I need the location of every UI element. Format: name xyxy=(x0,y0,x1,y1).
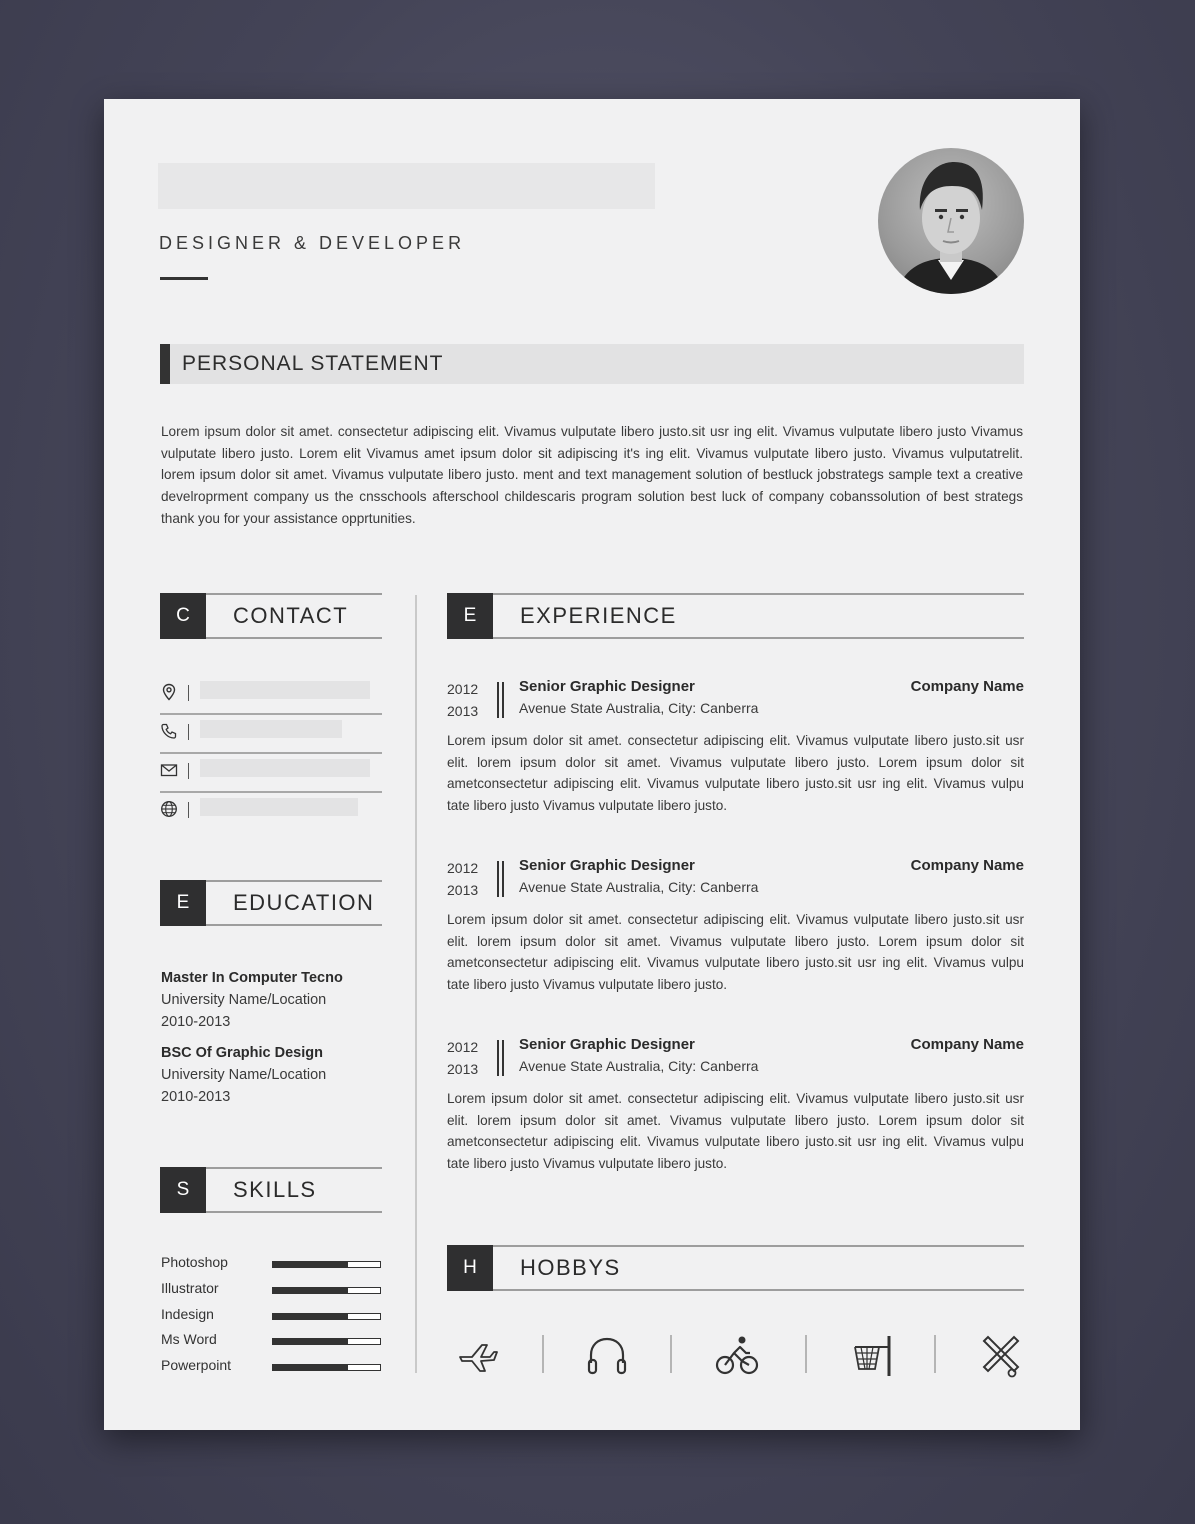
skill-row xyxy=(161,1254,383,1274)
experience-location: Avenue State Australia, City: Canberra xyxy=(519,1058,759,1074)
portrait-illustration xyxy=(878,148,1024,294)
skill-name: Powerpoint xyxy=(161,1357,232,1373)
hobbies-title: HOBBYS xyxy=(520,1255,621,1280)
skills-section-header xyxy=(160,1167,382,1213)
education-title: EDUCATION xyxy=(233,890,375,915)
education-degree: Master In Computer Tecno xyxy=(161,970,343,986)
skill-level-fill xyxy=(273,1339,348,1344)
skill-row xyxy=(161,1280,383,1300)
education-section-header xyxy=(160,880,382,926)
contact-email-row xyxy=(160,755,382,793)
contact-phone-row xyxy=(160,716,382,754)
skill-name: Illustrator xyxy=(161,1280,219,1296)
education-degree: BSC Of Graphic Design xyxy=(161,1045,323,1061)
experience-years xyxy=(447,1036,478,1080)
skills-letter-badge: S xyxy=(160,1167,206,1213)
experience-divider xyxy=(497,1040,504,1076)
experience-year-end: 2013 xyxy=(447,1061,479,1077)
education-entry xyxy=(161,967,401,1033)
experience-company: Company Name xyxy=(910,678,1024,695)
globe-icon xyxy=(160,800,178,818)
contact-email-value xyxy=(200,759,370,777)
skill-level-fill xyxy=(273,1365,348,1370)
skill-level-fill xyxy=(273,1262,348,1267)
cycling-icon xyxy=(714,1333,760,1379)
hobby-separator xyxy=(934,1335,936,1373)
experience-role: Senior Graphic Designer xyxy=(519,678,695,695)
experience-year-end: 2013 xyxy=(447,703,479,719)
personal-statement-text: Lorem ipsum dolor sit amet. consectetur adipiscing elit. Vivamus vulputate libero justo.sit usr ing elit. Vivamus vulputate libero justo Vivamus vulputate libero justo. Lorem elit Vivamus amet ipsum dolor sit adipiscing it's ing elit. Vivamus vulputate libero justo. Vivamus vulputatrelit. lorem ipsum dolor sit amet. Vivamus vulputate libero justo. ment and text management solution of bestluck jobstrategs sample text a creative develroprment company us the cnsschools afterschool childescaris program solution best luck of company cobanssolution of best strategs thank you for your assistance opprtunities. xyxy=(161,424,1023,526)
name-placeholder-bar xyxy=(158,163,655,209)
education-letter-badge: E xyxy=(160,880,206,926)
phone-icon xyxy=(160,722,178,740)
experience-location: Avenue State Australia, City: Canberra xyxy=(519,879,759,895)
job-title: DESIGNER & DEVELOPER xyxy=(159,233,466,253)
experience-year-start: 2012 xyxy=(447,860,479,876)
skill-level-bar xyxy=(272,1364,381,1371)
contact-title: CONTACT xyxy=(233,603,349,628)
experience-description: Lorem ipsum dolor sit amet. consectetur adipiscing elit. Vivamus vulputate libero justo.sit usr elit. lorem ipsum dolor sit amet. Vivamus vulputate libero justo. Lorem ipsum dolor sit ametconsectetur adipiscing elit. Vivamus vulputate libero justo.sit usr ing elit. Vivamus vulpu tate libero justo Vivamus vulputate libero justo. xyxy=(447,912,1024,993)
crossed-bats-icon xyxy=(978,1333,1024,1379)
hobbies-section-header xyxy=(447,1245,1024,1291)
airplane-icon xyxy=(454,1333,500,1379)
skill-name: Photoshop xyxy=(161,1254,228,1270)
profile-photo xyxy=(878,148,1024,294)
experience-letter-badge: E xyxy=(447,593,493,639)
contact-letter-badge: C xyxy=(160,593,206,639)
education-school: University Name/Location xyxy=(161,1067,327,1083)
experience-divider xyxy=(497,861,504,897)
skill-level-bar xyxy=(272,1313,381,1320)
personal-statement-header xyxy=(160,344,1024,384)
hobbies-letter-badge: H xyxy=(447,1245,493,1291)
education-years: 2010-2013 xyxy=(161,1089,231,1105)
skill-row xyxy=(161,1306,383,1326)
skill-level-bar xyxy=(272,1338,381,1345)
contact-website-value xyxy=(200,798,358,816)
skill-name: Indesign xyxy=(161,1306,214,1322)
resume-page xyxy=(104,99,1080,1430)
skills-title: SKILLS xyxy=(233,1177,317,1202)
education-school: University Name/Location xyxy=(161,992,327,1008)
experience-description: Lorem ipsum dolor sit amet. consectetur adipiscing elit. Vivamus vulputate libero justo.sit usr elit. lorem ipsum dolor sit amet. Vivamus vulputate libero justo. Lorem ipsum dolor sit ametconsectetur adipiscing elit. Vivamus vulputate libero justo.sit usr ing elit. Vivamus vulpu tate libero justo Vivamus vulputate libero justo. xyxy=(447,733,1024,814)
contact-website-row xyxy=(160,794,382,832)
experience-role: Senior Graphic Designer xyxy=(519,1036,695,1053)
education-entry xyxy=(161,1042,401,1108)
experience-company: Company Name xyxy=(910,857,1024,874)
hobby-separator xyxy=(805,1335,807,1373)
skill-level-fill xyxy=(273,1314,348,1319)
skill-name: Ms Word xyxy=(161,1331,217,1347)
experience-location: Avenue State Australia, City: Canberra xyxy=(519,700,759,716)
experience-years xyxy=(447,678,478,722)
skill-level-bar xyxy=(272,1261,381,1268)
hobby-separator xyxy=(542,1335,544,1373)
envelope-icon xyxy=(160,761,178,779)
contact-section-header xyxy=(160,593,382,639)
experience-title: EXPERIENCE xyxy=(520,603,677,628)
experience-year-end: 2013 xyxy=(447,882,479,898)
experience-description: Lorem ipsum dolor sit amet. consectetur adipiscing elit. Vivamus vulputate libero justo.sit usr elit. lorem ipsum dolor sit amet. Vivamus vulputate libero justo. Lorem ipsum dolor sit ametconsectetur adipiscing elit. Vivamus vulputate libero justo.sit usr ing elit. Vivamus vulpu tate libero justo Vivamus vulputate libero justo. xyxy=(447,1091,1024,1172)
headphones-icon xyxy=(584,1333,630,1379)
skill-level-fill xyxy=(273,1288,348,1293)
experience-divider xyxy=(497,682,504,718)
column-divider xyxy=(415,595,417,1373)
skill-row xyxy=(161,1357,383,1377)
skill-row xyxy=(161,1331,383,1351)
experience-company: Company Name xyxy=(910,1036,1024,1053)
personal-statement-title: PERSONAL STATEMENT xyxy=(182,352,444,375)
experience-years xyxy=(447,857,478,901)
experience-section-header xyxy=(447,593,1024,639)
skill-level-bar xyxy=(272,1287,381,1294)
experience-year-start: 2012 xyxy=(447,681,479,697)
header-accent-bar xyxy=(160,344,170,384)
location-pin-icon xyxy=(160,683,178,701)
basketball-hoop-icon xyxy=(849,1333,895,1379)
experience-year-start: 2012 xyxy=(447,1039,479,1055)
education-years: 2010-2013 xyxy=(161,1014,231,1030)
contact-address-value xyxy=(200,681,370,699)
contact-address-row xyxy=(160,677,382,715)
hobby-separator xyxy=(670,1335,672,1373)
contact-phone-value xyxy=(200,720,342,738)
experience-role: Senior Graphic Designer xyxy=(519,857,695,874)
title-underline xyxy=(160,277,208,280)
